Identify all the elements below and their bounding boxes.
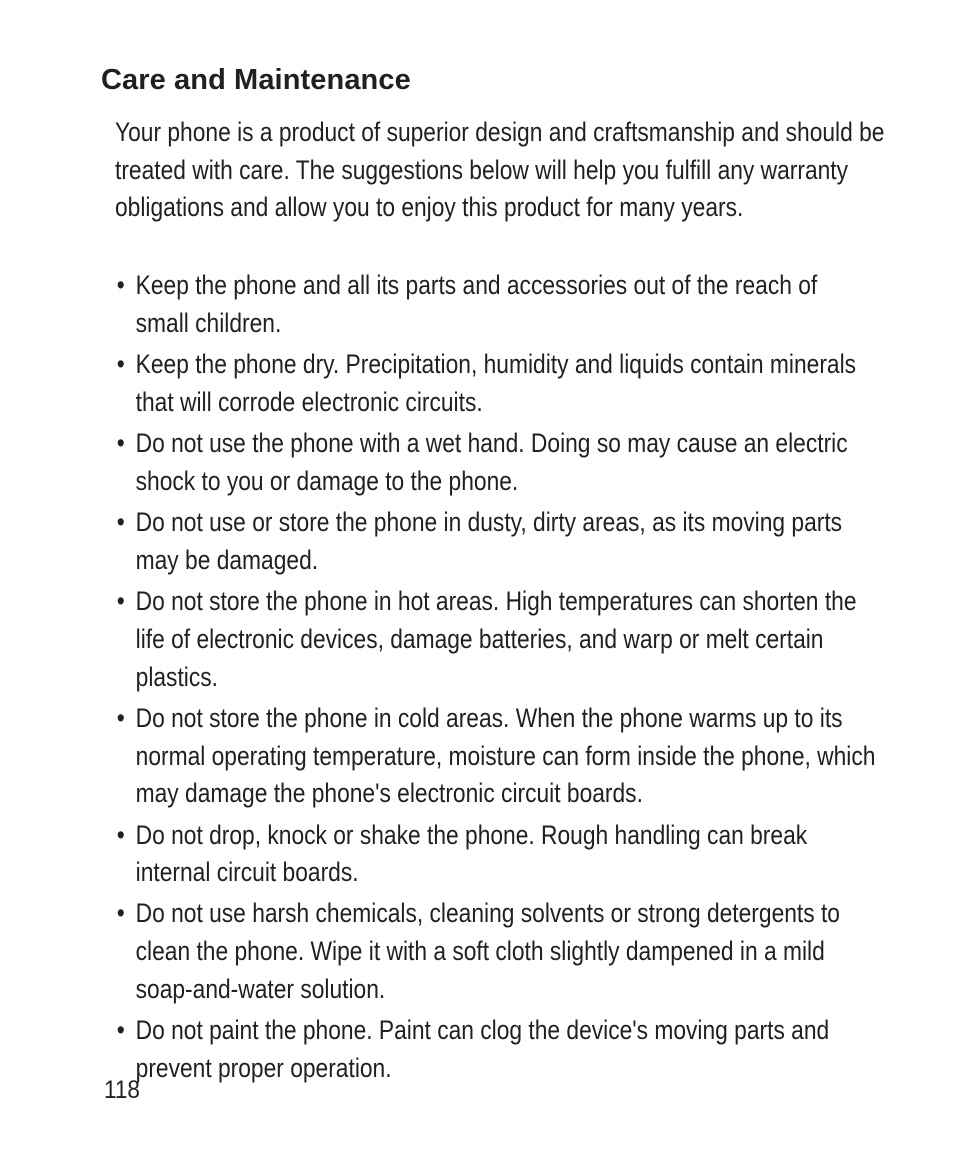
list-item-text: Keep the phone dry. Precipitation, humidity and liquids contain minerals that will corrode electronic circuits. xyxy=(135,348,857,417)
bullet-icon: • xyxy=(116,585,125,616)
list-item-text: Keep the phone and all its parts and accessories out of the reach of small children. xyxy=(135,270,818,338)
section-heading: Care and Maintenance xyxy=(101,64,411,96)
bullet-icon: • xyxy=(116,270,125,300)
list-item-text: Do not drop, knock or shake the phone. Rough handling can break internal circuit boards. xyxy=(135,819,808,888)
care-tips-list xyxy=(115,267,876,1091)
list-item-text: Do not use or store the phone in dusty, dirty areas, as its moving parts may be damaged. xyxy=(135,506,843,575)
list-item-text: Do not paint the phone. Paint can clog the device's moving parts and prevent proper operation. xyxy=(135,1015,830,1084)
bullet-icon: • xyxy=(116,819,125,850)
bullet-icon: • xyxy=(116,427,125,458)
list-item xyxy=(115,425,876,501)
bullet-icon: • xyxy=(116,506,125,537)
list-item-text: Do not store the phone in cold areas. When the phone warms up to its normal operating temperature, moisture can form inside the phone, which may damage the phone's electronic circuit boards. xyxy=(135,702,876,809)
bullet-icon: • xyxy=(116,702,125,733)
list-item xyxy=(115,1012,876,1088)
list-item-text: Do not use harsh chemicals, cleaning solvents or strong detergents to clean the phone. Wipe it with a soft cloth slightly dampened in a mild soap-and-water solution. xyxy=(135,898,840,1005)
intro-paragraph: Your phone is a product of superior design and craftsmanship and should be treated with care. The suggestions below will help you fulfill any warranty obligations and allow you to enjoy this product for many years. xyxy=(115,117,885,222)
list-item xyxy=(115,504,876,580)
bullet-icon: • xyxy=(116,898,125,929)
list-item-text: Do not store the phone in hot areas. High temperatures can shorten the life of electronic devices, damage batteries, and warp or melt certain plastics. xyxy=(135,585,857,692)
list-item xyxy=(115,346,876,422)
bullet-icon: • xyxy=(116,348,125,379)
list-item xyxy=(115,700,876,813)
list-item xyxy=(115,817,876,893)
list-item xyxy=(115,895,876,1008)
bullet-icon: • xyxy=(116,1015,125,1046)
list-item xyxy=(115,267,876,343)
list-item-text: Do not use the phone with a wet hand. Doing so may cause an electric shock to you or damage to the phone. xyxy=(135,427,848,496)
page-number: 118 xyxy=(104,1076,140,1104)
list-item xyxy=(115,583,876,696)
